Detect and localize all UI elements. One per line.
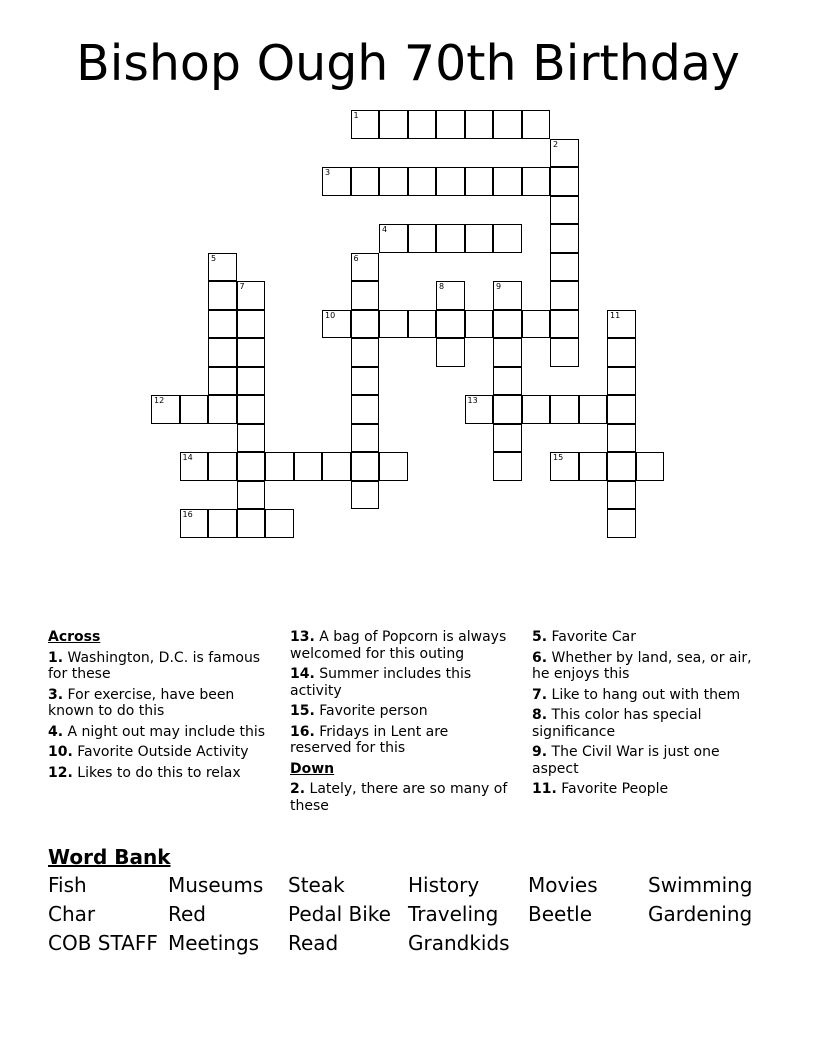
- grid-cell[interactable]: [180, 395, 209, 424]
- word-bank-title: Word Bank: [48, 845, 171, 869]
- word-bank-item: Traveling: [408, 902, 499, 926]
- grid-cell[interactable]: [322, 310, 351, 339]
- grid-cell[interactable]: [493, 310, 522, 339]
- grid-cell[interactable]: [351, 481, 380, 510]
- grid-cell[interactable]: [408, 167, 437, 196]
- word-bank-item: Steak: [288, 873, 345, 897]
- across-clue: 10. Favorite Outside Activity: [48, 744, 249, 760]
- grid-cell[interactable]: [237, 338, 266, 367]
- clue-number: 14: [182, 453, 193, 462]
- grid-cell[interactable]: [351, 338, 380, 367]
- grid-cell[interactable]: [351, 310, 380, 339]
- grid-cell[interactable]: [351, 281, 380, 310]
- clues-column-1: [48, 629, 273, 785]
- word-bank-item: Museums: [168, 873, 264, 897]
- word-bank-item: Char: [48, 902, 96, 926]
- grid-cell[interactable]: [379, 167, 408, 196]
- grid-cell[interactable]: [351, 395, 380, 424]
- grid-cell[interactable]: [237, 367, 266, 396]
- grid-cell[interactable]: [237, 452, 266, 481]
- across-clue: 12. Likes to do this to relax: [48, 764, 241, 781]
- grid-cell[interactable]: [237, 310, 266, 339]
- grid-cell[interactable]: [493, 224, 522, 253]
- word-bank-item: Meetings: [168, 931, 260, 955]
- word-bank-item: Swimming: [648, 873, 753, 897]
- grid-cell[interactable]: [579, 452, 608, 481]
- clue-number: 8: [439, 282, 445, 291]
- clue-number: 11: [610, 310, 621, 320]
- across-clue: 16. Fridays in Lent are reserved for this: [290, 723, 449, 756]
- grid-cell[interactable]: [237, 481, 266, 510]
- grid-cell[interactable]: [607, 338, 636, 367]
- down-clue: 8. This color has special significance: [532, 707, 702, 740]
- word-bank-item: Read: [288, 931, 339, 955]
- grid-cell[interactable]: [550, 167, 579, 196]
- grid-cell[interactable]: [436, 167, 465, 196]
- clue-number: 10: [325, 310, 336, 320]
- word-bank-item: Gardening: [648, 902, 753, 926]
- word-bank-item: Movies: [528, 873, 598, 897]
- grid-cell[interactable]: [436, 110, 465, 139]
- down-clue: 2. Lately, there are so many of these: [290, 781, 508, 814]
- clue-number: 4: [382, 225, 388, 234]
- across-heading: Across: [48, 629, 101, 645]
- across-clue: 4. A night out may include this: [48, 723, 266, 740]
- grid-cell[interactable]: [493, 424, 522, 453]
- word-bank-item: Red: [168, 902, 206, 926]
- grid-cell[interactable]: [550, 139, 579, 168]
- grid-cell[interactable]: [237, 509, 266, 538]
- grid-cell[interactable]: [436, 338, 465, 367]
- grid-cell[interactable]: [208, 452, 237, 481]
- word-bank-item: Fish: [48, 873, 87, 897]
- word-bank-item: Pedal Bike: [288, 902, 391, 926]
- grid-cell[interactable]: [294, 452, 323, 481]
- grid-cell[interactable]: [436, 310, 465, 339]
- grid-cell[interactable]: [550, 281, 579, 310]
- grid-cell[interactable]: [493, 110, 522, 139]
- grid-cell[interactable]: [208, 367, 237, 396]
- grid-cell[interactable]: [493, 452, 522, 481]
- down-clue: 5. Favorite Car: [532, 629, 637, 645]
- clue-number: 7: [239, 282, 245, 291]
- grid-cell[interactable]: [522, 167, 551, 196]
- grid-cell[interactable]: [579, 395, 608, 424]
- grid-cell[interactable]: [208, 509, 237, 538]
- grid-cell[interactable]: [465, 110, 494, 139]
- grid-cell[interactable]: [151, 395, 180, 424]
- grid-cell[interactable]: [465, 224, 494, 253]
- grid-cell[interactable]: [351, 167, 380, 196]
- word-bank-item: COB STAFF: [48, 931, 158, 955]
- down-clue: 7. Like to hang out with them: [532, 686, 741, 703]
- clue-number: 13: [467, 396, 478, 405]
- grid-cell[interactable]: [208, 253, 237, 282]
- grid-cell[interactable]: [607, 367, 636, 396]
- grid-cell[interactable]: [265, 452, 294, 481]
- grid-cell[interactable]: [550, 395, 579, 424]
- across-clue: 14. Summer includes this activity: [290, 666, 472, 699]
- grid-cell[interactable]: [379, 224, 408, 253]
- grid-cell[interactable]: [465, 395, 494, 424]
- clue-number: 15: [553, 453, 564, 462]
- puzzle-title: Bishop Ough 70th Birthday: [76, 35, 740, 92]
- grid-cell[interactable]: [607, 509, 636, 538]
- across-clue: 13. A bag of Popcorn is always welcomed for this outing: [290, 629, 507, 662]
- grid-cell[interactable]: [379, 310, 408, 339]
- across-clue: 15. Favorite person: [290, 703, 428, 719]
- grid-cell[interactable]: [522, 110, 551, 139]
- clues-column-3: [532, 629, 762, 802]
- grid-cell[interactable]: [237, 395, 266, 424]
- word-bank-item: History: [408, 873, 480, 897]
- clue-number: 5: [211, 253, 217, 263]
- grid-cell[interactable]: [607, 395, 636, 424]
- grid-cell[interactable]: [237, 281, 266, 310]
- grid-cell[interactable]: [465, 310, 494, 339]
- grid-cell[interactable]: [607, 452, 636, 481]
- down-clue: 11. Favorite People: [532, 781, 669, 797]
- grid-cell[interactable]: [408, 110, 437, 139]
- clue-number: 16: [182, 510, 193, 519]
- grid-cell[interactable]: [351, 424, 380, 453]
- grid-cell[interactable]: [265, 509, 294, 538]
- grid-cell[interactable]: [208, 310, 237, 339]
- grid-cell[interactable]: [408, 310, 437, 339]
- grid-cell[interactable]: [351, 110, 380, 139]
- word-bank: [48, 872, 788, 957]
- clues-column-2: [290, 629, 510, 818]
- grid-cell[interactable]: [550, 253, 579, 282]
- grid-cell[interactable]: [607, 481, 636, 510]
- grid-cell[interactable]: [550, 196, 579, 225]
- grid-cell[interactable]: [636, 452, 665, 481]
- grid-cell[interactable]: [493, 167, 522, 196]
- grid-cell[interactable]: [550, 338, 579, 367]
- down-heading: Down: [290, 760, 335, 777]
- grid-cell[interactable]: [180, 509, 209, 538]
- grid-cell[interactable]: [351, 367, 380, 396]
- clue-number: 2: [553, 139, 559, 149]
- grid-cell[interactable]: [322, 452, 351, 481]
- grid-cell[interactable]: [493, 338, 522, 367]
- grid-cell[interactable]: [493, 395, 522, 424]
- down-clue: 9. The Civil War is just one aspect: [532, 744, 720, 777]
- grid-cell[interactable]: [208, 338, 237, 367]
- grid-cell[interactable]: [408, 224, 437, 253]
- grid-cell[interactable]: [351, 253, 380, 282]
- grid-cell[interactable]: [465, 167, 494, 196]
- grid-cell[interactable]: [208, 281, 237, 310]
- across-clue: 3. For exercise, have been known to do this: [48, 686, 235, 719]
- word-bank-item: Beetle: [528, 902, 593, 926]
- grid-cell[interactable]: [550, 452, 579, 481]
- word-bank-item: Grandkids: [408, 931, 510, 955]
- clue-number: 3: [325, 168, 331, 177]
- grid-cell[interactable]: [493, 367, 522, 396]
- grid-cell[interactable]: [522, 310, 551, 339]
- grid-cell[interactable]: [522, 395, 551, 424]
- grid-cell[interactable]: [607, 424, 636, 453]
- grid-cell[interactable]: [493, 281, 522, 310]
- across-clue: 1. Washington, D.C. is famous for these: [48, 649, 261, 682]
- clue-number: 9: [496, 282, 502, 291]
- grid-cell[interactable]: [208, 395, 237, 424]
- grid-cell[interactable]: [436, 224, 465, 253]
- grid-cell[interactable]: [180, 452, 209, 481]
- grid-cell[interactable]: [379, 452, 408, 481]
- clue-number: 6: [353, 253, 359, 263]
- down-clue: 6. Whether by land, sea, or air, he enjoys this: [532, 649, 752, 682]
- grid-cell[interactable]: [237, 424, 266, 453]
- grid-cell[interactable]: [550, 224, 579, 253]
- grid-cell[interactable]: [322, 167, 351, 196]
- grid-cell[interactable]: [550, 310, 579, 339]
- clue-number: 12: [154, 396, 165, 405]
- grid-cell[interactable]: [607, 310, 636, 339]
- clue-number: 1: [353, 111, 359, 120]
- grid-cell[interactable]: [379, 110, 408, 139]
- grid-cell[interactable]: [351, 452, 380, 481]
- grid-cell[interactable]: [436, 281, 465, 310]
